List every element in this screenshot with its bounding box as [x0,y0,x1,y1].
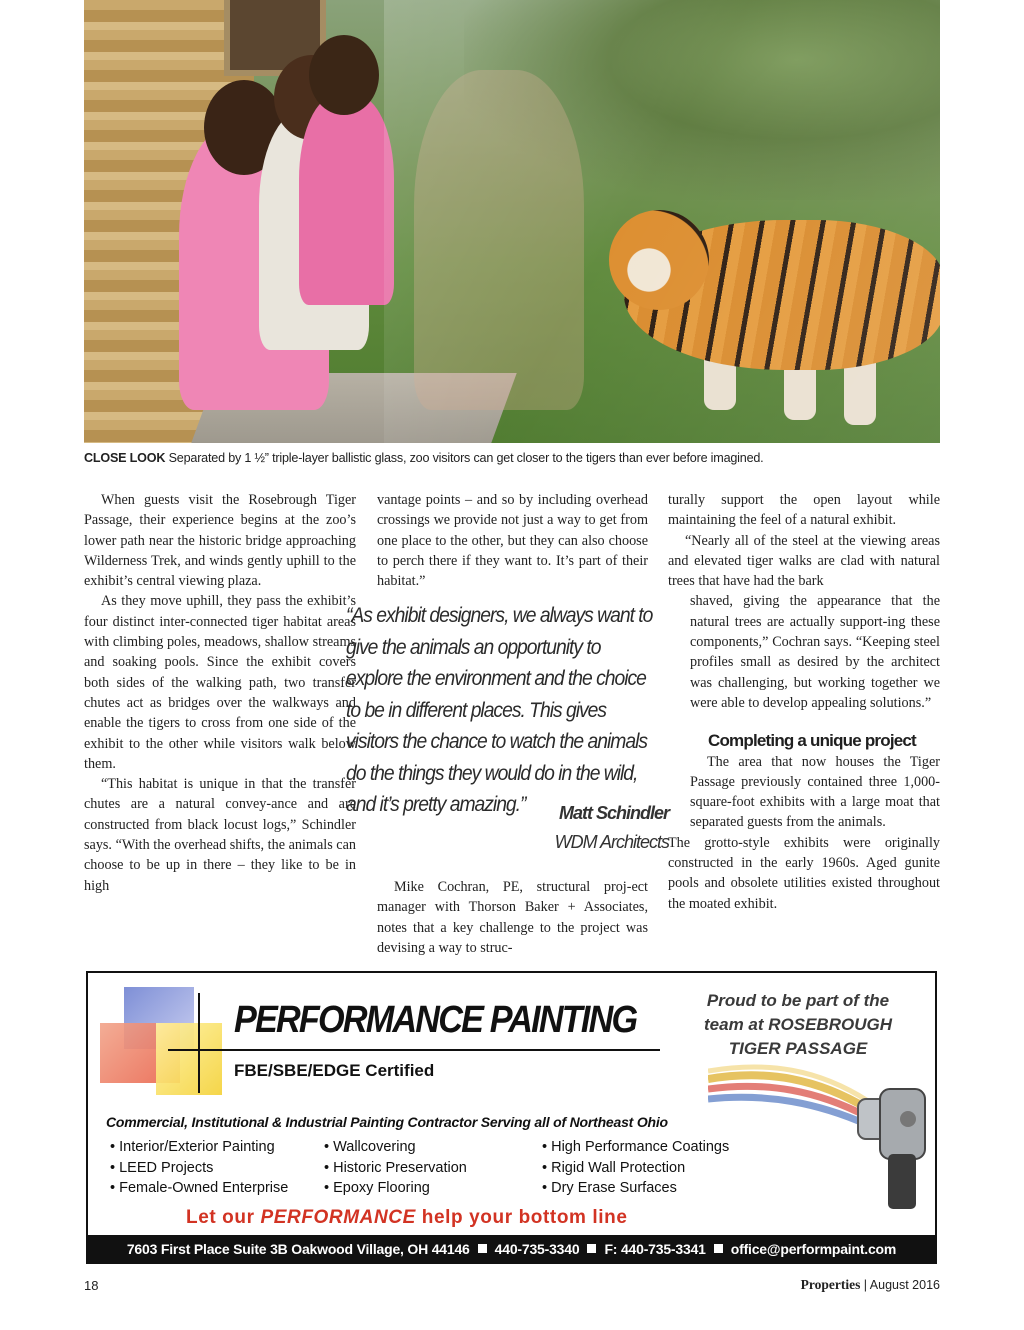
paragraph: “This habitat is unique in that the transfer chutes are a natural convey-ance and are constructed from black locust logs,” Schindler says. “With the overhead shifts, the animals can choose to be up in there – they like to be in high [84,776,356,894]
ad-slogan-emphasis: PERFORMANCE [260,1207,416,1228]
ad-email[interactable]: office@performpaint.com [730,1241,897,1257]
publication-footer [801,1277,940,1293]
pull-quote-author: Matt Schindler [558,803,669,823]
list-item: • LEED Projects [110,1158,288,1179]
article-column-1 [84,490,356,896]
paragraph: The area that now houses the Tiger Passage previously contained three 1,000-square-foot exhibits with a large moat that separated guests from the animals. [690,753,940,831]
ad-address: 7603 First Place Suite 3B Oakwood Village, OH 44146 [126,1241,470,1257]
paragraph: “Nearly all of the steel at the viewing areas and elevated tiger walks are clad with natural trees that have had the bark [668,532,940,590]
paragraph: The grotto-style exhibits were originally constructed in the early 1960s. Aged gunite pools and obsolete utilities existed throughout the moated exhibit. [668,834,940,912]
ad-contact-bar [88,1235,935,1264]
photo-glass-pane [384,0,940,443]
list-item: • Dry Erase Surfaces [542,1178,729,1199]
ad-proud-line: team at ROSEBROUGH [704,1015,892,1034]
logo-crosshair-horizontal [168,1049,660,1051]
spray-gun-icon [708,1059,938,1209]
logo-crosshair-vertical [198,993,200,1093]
list-item: • Wallcovering [324,1137,467,1158]
article-column-3 [668,490,940,914]
pull-quote: “As exhibit designers, we always want to give the animals an opportunity to explore the environment and the choice to be in different places. This gives visitors the chance to watch the animals do the things they would do in the wild, and it’s pretty amazing.” [346,604,653,816]
photo-child-head [309,35,379,115]
paragraph: Mike Cochran, PE, structural proj-ect manager with Thorson Baker + Associates, notes that a key challenge to the project was devising a way to struc- [377,879,648,956]
ad-services-list-2 [324,1137,467,1199]
photo-caption [84,451,944,465]
square-bullet-icon [478,1244,487,1253]
logo-square-yellow [156,1023,222,1095]
section-heading: Completing a unique project [708,731,916,751]
pull-quote-organization: WDM Architects [554,832,669,852]
list-item: • Rigid Wall Protection [542,1158,729,1179]
ad-tagline: Commercial, Institutional & Industrial Painting Contractor Serving all of Northeast Ohio [106,1114,668,1130]
list-item: • Historic Preservation [324,1158,467,1179]
list-item: • Epoxy Flooring [324,1178,467,1199]
ad-services-list-1 [110,1137,288,1199]
list-item: • Interior/Exterior Painting [110,1137,288,1158]
paragraph: As they move uphill, they pass the exhibit’s four distinct inter-connected tiger habitat areas with climbing poles, meadows, shallow streams and soaking pools. Since the exhibit covers both sides of the walking path, two transfer chutes act as bridges over the walkways and enable the tigers to cross from one side of the exhibit to the other while visitors walk below them. [84,593,356,772]
ad-slogan-end: help your bottom line [415,1207,628,1228]
square-bullet-icon [714,1244,723,1253]
paragraph: When guests visit the Rosebrough Tiger Passage, their experience begins at the zoo’s lower path near the historic bridge approaching Wilderness Trek, and winds gently uphill to the exhibit’s central viewing plaza. [84,492,356,590]
tiger-exhibit-photo [84,0,940,443]
publication-name: Properties [800,1277,861,1292]
list-item: • Female-Owned Enterprise [110,1178,288,1199]
ad-proud-line: TIGER PASSAGE [728,1039,868,1058]
advertisement[interactable] [86,971,937,1264]
paragraph: turally support the open layout while maintaining the feel of a natural exhibit. [668,492,940,529]
publication-issue: | August 2016 [863,1278,940,1292]
paragraph: vantage points – and so by including overhead crossings we provide not just a way to get from one place to the other, but they can also choose to perch there if they want to. It’s part of their habitat.” [377,492,648,590]
ad-slogan-start: Let our [186,1207,261,1228]
paragraph: shaved, giving the appearance that the natural trees are actually support-ing these components,” Cochran says. “Keeping steel profiles small as desired by the architect was challenging, but working together we were able to develop appealing solutions.” [690,593,940,711]
ad-fax: F: 440-735-3341 [604,1241,706,1257]
ad-brand-name: PERFORMANCE PAINTING [234,999,637,1041]
page-number: 18 [84,1278,99,1293]
list-item: • High Performance Coatings [542,1137,729,1158]
photo-child-magenta [299,95,394,305]
ad-phone[interactable]: 440-735-3340 [494,1241,580,1257]
square-bullet-icon [587,1244,596,1253]
ad-slogan [186,1207,628,1229]
ad-services-list-3 [542,1137,729,1199]
ad-proud-statement [668,989,928,1061]
ad-proud-line: Proud to be part of the [706,991,890,1010]
ad-certification: FBE/SBE/EDGE Certified [234,1061,435,1080]
caption-text: Separated by 1 ½” triple-layer ballistic glass, zoo visitors can get closer to the tigers than ever before imagined. [168,451,764,465]
caption-label: CLOSE LOOK [84,451,166,465]
